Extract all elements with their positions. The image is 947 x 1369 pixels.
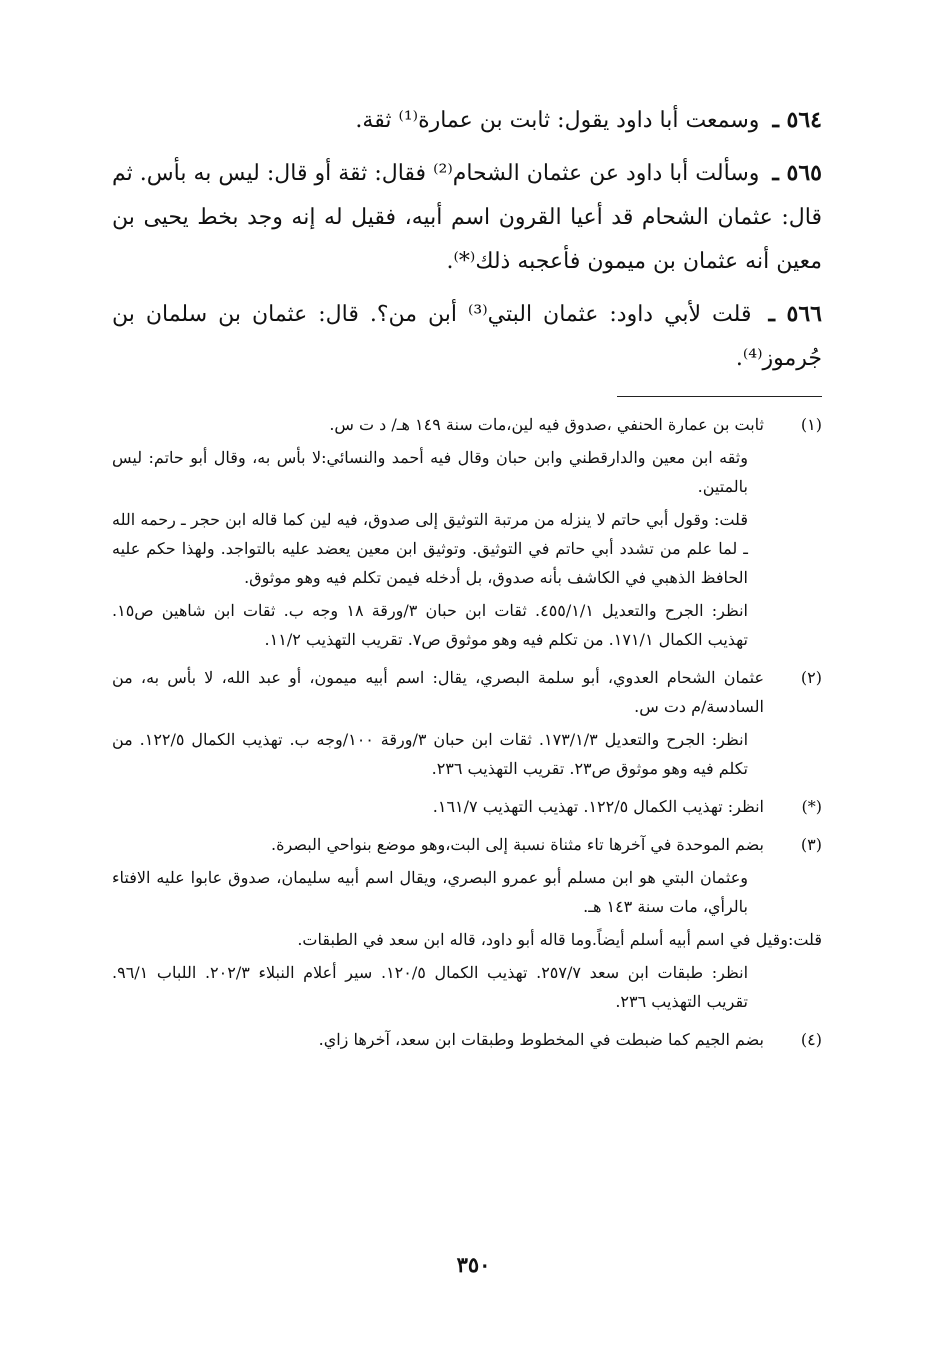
entry-text: وسمعت أبا داود يقول: ثابت بن عمارة⁽¹⁾ ثقة.: [355, 108, 760, 133]
footnote-body: [112, 410, 764, 658]
footnote-body: [112, 830, 822, 1020]
footnote-body: [112, 663, 764, 787]
footnote-paragraph: قلت: وقول أبي حاتم لا ينزله من مرتبة التوثيق إلى صدوق، فيه لين كما قاله ابن حجر ـ رحمه الله ـ لما علم من تشدد أبي حاتم في التوثيق. وتوثيق ابن معين يعضد عليه بالتواجد. ولهذا حكم عليه الحافظ الذهبي في الكاشف بأنه صدوق، بل أدخله فيمن تكلم فيه وهو موثوق.: [112, 510, 748, 587]
footnote-marker: (٢): [800, 668, 822, 687]
footnote-paragraph: وثقه ابن معين والدارقطني وابن حبان وقال فيه أحمد والنسائي:لا بأس به، وقال أبو حاتم: ليس بالمتين.: [112, 448, 748, 496]
entry-number: ٥٦٥ ـ: [772, 160, 822, 186]
entry-number: ٥٦٦ ـ: [768, 301, 822, 327]
footnote-marker: (٤): [800, 1030, 822, 1049]
footnote-marker: (*): [801, 797, 822, 816]
footnote-paragraph: وعثمان البتي هو ابن مسلم أبو عمرو البصري، ويقال اسم أبيه سليمان، صدوق عابوا عليه الافتاء بالرأي، مات سنة ١٤٣ هـ.: [112, 868, 748, 916]
footnote-body: [112, 792, 764, 825]
footnote-star: [112, 792, 822, 825]
footnote-paragraph: ثابت بن عمارة الحنفي ،صدوق فيه لين،مات سنة ١٤٩ هـ/ د ت س.: [329, 415, 764, 434]
entry-566: [112, 292, 822, 381]
entry-565: [112, 151, 822, 284]
entry-564: [112, 98, 822, 143]
footnote-paragraph: انظر: طبقات ابن سعد ٢٥٧/٧. تهذيب الكمال ١٢٠/٥. سير أعلام النبلاء ٢٠٢/٣. اللباب ٩٦/١. تقريب التهذيب ٢٣٦.: [112, 963, 749, 1011]
footnote-separator: [617, 396, 822, 397]
footnote-marker: (١): [800, 415, 822, 434]
footnote-paragraph: بضم الموحدة في آخرها تاء مثناة نسبة إلى البت،وهو موضع بنواحي البصرة.: [271, 835, 764, 854]
footnote-paragraph: انظر: تهذيب الكمال ١٢٢/٥. تهذيب التهذيب ١٦١/٧.: [432, 797, 764, 816]
entry-number: ٥٦٤ ـ: [772, 107, 822, 133]
footnotes: [112, 410, 822, 1063]
footnote-paragraph: عثمان الشحام العدوي، أبو سلمة البصري، يقال: اسم أبيه ميمون، أو عبد الله، لا بأس به، من السادسة/م دت س.: [112, 668, 764, 716]
footnote-2: [112, 663, 822, 787]
entry-text: وسألت أبا داود عن عثمان الشحام⁽²⁾ فقال: ثقة أو قال: ليس به بأس. ثم قال: عثمان الشحام قد أعيا القرون اسم أبيه، فقيل له إنه وجد بخط يحيى بن معين أنه عثمان بن ميمون فأعجبه ذلك⁽*⁾.: [112, 161, 822, 274]
footnote-1: [112, 410, 822, 658]
footnote-paragraph: انظر: الجرح والتعديل ١٧٣/١/٣. ثقات ابن حبان ٣/ورقة ١٠٠/وجه ب. تهذيب الكمال ١٢٢/٥. من تكلم فيه وهو موثوق ص٢٣. تقريب التهذيب ٢٣٦.: [112, 730, 749, 778]
footnote-body: [112, 1025, 764, 1058]
footnote-paragraph: انظر: الجرح والتعديل ٤٥٥/١/١. ثقات ابن حبان ٣/ورقة ١٨ وجه ب. ثقات ابن شاهين ص١٥. تهذيب الكمال ١٧١/١. من تكلم فيه وهو موثوق ص٧. تقريب التهذيب ١١/٢.: [112, 601, 748, 649]
footnote-paragraph: قلت:وقيل في اسم أبيه أسلم أيضاً.وما قاله أبو داود، قاله ابن سعد في الطبقات.: [297, 930, 822, 949]
footnote-paragraph: بضم الجيم كما ضبطت في المخطوط وطبقات ابن سعد، آخرها زاي.: [318, 1030, 764, 1049]
footnote-marker: (٣): [800, 835, 822, 854]
footnote-3: [112, 830, 822, 1020]
main-text: [112, 98, 822, 389]
footnote-4: [112, 1025, 822, 1058]
page-number: ٣٥٠: [456, 1252, 491, 1277]
entry-text: قلت لأبي داود: عثمان البتي⁽³⁾ أبن من؟. قال: عثمان بن سلمان بن جُرموز⁽⁴⁾.: [112, 302, 822, 371]
